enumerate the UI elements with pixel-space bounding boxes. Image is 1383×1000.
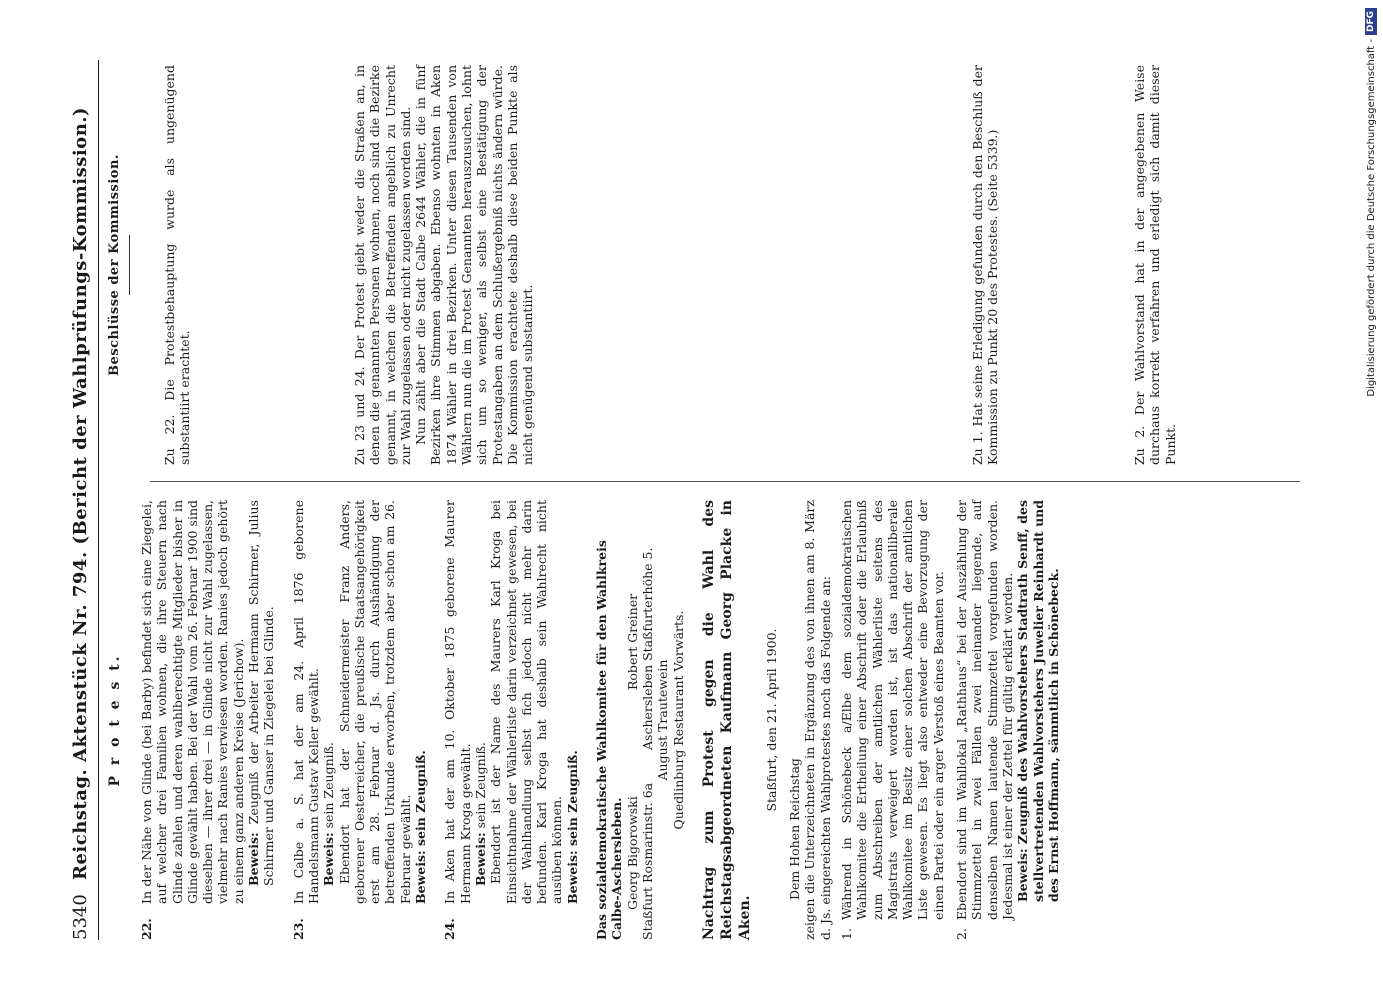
running-title: Reichstag. Aktenstück Nr. 794. (Bericht der Wahlprüfungs-Kommission.) (70, 106, 91, 880)
decision-22 (162, 65, 193, 465)
decision-ref: Zu 23 und 24. (352, 366, 367, 465)
evidence-label: Beweis: (321, 832, 337, 886)
evidence-text: sein Zeugniß. (472, 742, 488, 829)
subitem-number: 1. (838, 928, 854, 940)
column-divider (150, 481, 1300, 482)
signatory-3-name: August Trautewein (655, 659, 671, 781)
heading-rule (129, 235, 130, 295)
item-number: 24. (442, 918, 458, 940)
decision-text: Hat seine Erledigung gefunden durch den Beschluß der Kommission zu Punkt 20 des Protestes. (Seite 5339.) (970, 65, 1001, 465)
item-evidence-2: Beweis: sein Zeugniß. (413, 750, 429, 904)
addendum-item-2 (954, 500, 1061, 940)
item-evidence (473, 500, 488, 904)
protest-item-23 (291, 500, 429, 940)
decisions-column (105, 65, 1178, 465)
page-header (70, 60, 96, 940)
protest-item-24 (442, 500, 580, 940)
header-rule (98, 60, 99, 940)
decisions-heading: Beschlüsse der Kommission. (107, 154, 122, 376)
signatory-2-name: Robert Greiner (624, 593, 640, 690)
decision-ref: Zu 1. (970, 431, 985, 465)
committee-signatures (594, 500, 686, 940)
item-evidence (246, 500, 277, 904)
place-date: Staßfurt, den 21. April 1900. (763, 628, 779, 812)
decision-text-2: Nun zählt aber die Stadt Calbe 2644 Wähler, die in fünf Bezirken ihre Stimmen abgaben. Ebenso wohnten in Aken 1874 Wähler in drei Bezirken. Unter diesen Tausenden von Wählern nun die im Protest Genannten herauszusuchen, lohnt sich um so weniger, als selbst eine Bestätigung der Protestangaben an dem Schlußergebniß nichts ändern würde. Die Kommission erachtete deshalb diese beiden Punkte als nicht genügend substantiirt. (413, 65, 536, 465)
funding-note: Digitalisierung gefördert durch die Deutsche Forschungsgemeinschaft - (1366, 39, 1377, 397)
evidence-text: sein Zeugniß. (321, 742, 337, 829)
addendum-intro: zeigen die Unterzeichneten in Ergänzung des von ihnen am 8. März d. Js. eingereichten Wahlprotestes noch das Folgende an: (802, 500, 833, 940)
item-text-2: Ebendort hat der Schneidermeister Franz Anders, geborener Oesterreicher, die preußische Staatsangehörigkeit erst am 28. Februar d. Js. durch Aushändigung der betreffenden Urkunde erworben, trotzdem aber schon am 26. Februar gewählt. (336, 500, 413, 904)
item-text-2: Ebendort ist der Name des Maurers Karl Kroga bei Einsichtnahme der Wählerliste darin verzeichnet gewesen, bei der Wahlhandlung selbst fich jedoch nicht mehr darin befunden. Karl Kroga hat deshalb sein Wahlrecht nicht ausüben können. (488, 500, 565, 904)
decision-23-24 (352, 65, 536, 465)
decision-text: Der Wahlvorstand hat in der angegebenen Weise durchaus korrekt verfahren und erledigt sich damit dieser Punkt. (1132, 65, 1178, 465)
signatory-2-address: Aschersleben Staßfurterhöhe 5. (639, 547, 655, 750)
evidence-label: Beweis: (472, 832, 488, 886)
decision-text: Die Protestbehauptung wurde als ungenügend substantiirt erachtet. (162, 65, 193, 465)
decision-ref: Zu 22. (162, 414, 177, 465)
subitem-text: Während in Schönebeck a/Elbe dem sozialdemokratischen Wahlkomitee die Ertheilung einer Abschrift oder die Erlaubniß zum Abschreiben der amtlichen Wählerliste seitens des Magistrats verweigert worden ist, ist das nationalliberale Wahlkomitee im Besitz einer solchen Abschrift der amtlichen Liste gewesen. Es liegt also entweder eine Bevorzugung der einen Partei oder ein arger Verstoß eines Beamten vor. (838, 500, 946, 920)
signatory-3-address: Quedlinburg Restaurant Vorwärts. (670, 610, 686, 830)
committee-name: Das sozialdemokratische Wahlkomitee für den Wahlkreis Calbe-Aschersleben. (594, 540, 625, 940)
decision-ref: Zu 2. (1132, 425, 1147, 465)
evidence-text: Zeugniß des Wahlvorstehers Stadtrath Senff, des stellvertretenden Wahlvorstehers Juwelier Reinhardt und des Ernst Hoffmann, sämmtlich in Schönebeck. (1015, 499, 1061, 902)
decision-2 (1132, 65, 1178, 465)
decision-text: Der Protest giebt weder die Straßen an, in denen die genannten Personen wohnen, noch sind die Bezirke genannt, in welchen die Betreffenden angeblich zu Unrecht zur Wahl zugelassen oder nicht zugelassen worden sind. (352, 65, 413, 465)
funding-sidebar (1361, 8, 1383, 988)
protest-item-22 (139, 500, 277, 940)
subitem-evidence (1015, 500, 1061, 920)
signatory-1-name: Georg Bigorowski (624, 796, 640, 910)
item-text: In Aken hat der am 10. Oktober 1875 geborene Maurer Hermann Kroga gewählt. (442, 500, 473, 904)
protest-heading: P r o t e s t. (107, 653, 123, 787)
item-evidence (321, 500, 336, 904)
evidence-text: Zeugniß der Arbeiter Hermann Schirmer, Julius Schirmer und Ganser in Ziegelei bei Glinde. (246, 500, 277, 886)
subitem-number: 2. (954, 928, 970, 940)
subitem-text: Ebendort sind im Wahllokal „Rathhaus“ bei der Auszählung der Stimmzettel in zwei Fällen zwei ineinander liegende, auf denselben Namen lautende Stimmzettel vorgefunden worden. Jedesmal ist einer der Zettel für gültig erklärt worden. (954, 500, 1015, 920)
dfg-logo-icon: DFG (1365, 8, 1377, 35)
evidence-label: Beweis: (1015, 848, 1031, 902)
item-text: In der Nähe von Glinde (bei Barby) befindet sich eine Ziegelei, auf welcher drei Familien wohnen, die ihre Steuern nach Glinde zahlen und deren wahlberechtigte Mitglieder bisher in Glinde gewählt haben. Bei der Wahl vom 26. Februar 1900 sind dieselben — ihrer drei — in Glinde nicht zur Wahl zugelassen, vielmehr nach Ranies verwiesen worden. Ranies jedoch gehört zu einem ganz anderen Kreise (Jerichow). (139, 500, 246, 904)
page-number: 5340 (70, 894, 91, 940)
evidence-label: Beweis: (246, 832, 262, 886)
protest-column (105, 500, 1069, 940)
item-text: In Calbe a. S. hat der am 24. April 1876 geborene Handelsmann Gustav Keller gewählt. (290, 500, 321, 904)
item-number: 23. (290, 918, 306, 940)
addendum-title: Nachtrag zum Protest gegen die Wahl des Reichstagsabgeordneten Kaufmann Georg Placke in Aken. (700, 500, 753, 940)
item-number: 22. (139, 918, 154, 940)
addendum-item-1 (839, 500, 946, 940)
decision-1 (970, 65, 1001, 465)
signatory-1-address: Staßfurt Rosmarinstr. 6a (639, 782, 655, 940)
item-evidence-2: Beweis: sein Zeugniß. (564, 750, 580, 904)
salutation: Dem Hohen Reichstag (787, 758, 803, 900)
